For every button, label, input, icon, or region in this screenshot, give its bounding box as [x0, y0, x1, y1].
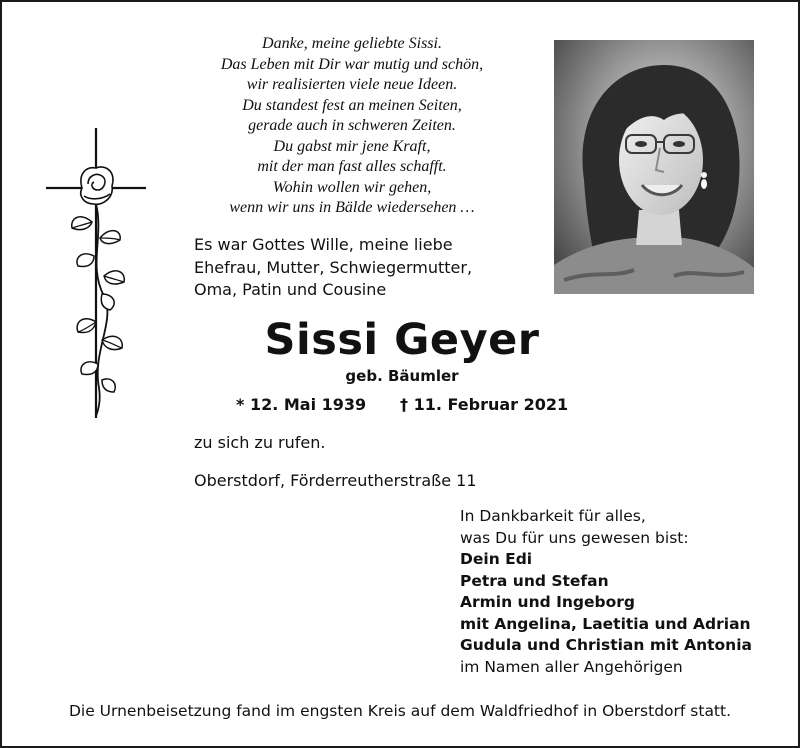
mourner-name: Petra und Stefan: [460, 571, 609, 590]
intro-text: [194, 234, 524, 302]
address: Oberstdorf, Förderreutherstraße 11: [194, 471, 477, 490]
portrait-illustration: [554, 40, 754, 294]
poem-line: Du standest fest an meinen Seiten,: [242, 96, 462, 114]
poem-line: Danke, meine geliebte Sissi.: [262, 35, 442, 52]
cross-with-rose-icon: [44, 126, 148, 420]
intro-line: Es war Gottes Wille, meine liebe: [194, 235, 453, 254]
closing-text: zu sich zu rufen.: [194, 433, 326, 452]
poem-line: Wohin wollen wir gehen,: [272, 178, 432, 196]
poem-line: wenn wir uns in Bälde wiedersehen …: [229, 199, 475, 216]
poem-line: Du gabst mir jene Kraft,: [273, 137, 431, 155]
thanks-line: was Du für uns gewesen bist:: [460, 528, 689, 547]
poem: [182, 34, 522, 219]
poem-line: wir realisierten viele neue Ideen.: [246, 76, 458, 93]
portrait-photo: [554, 40, 754, 294]
maiden-name: geb. Bäumler: [345, 367, 459, 385]
poem-line: Das Leben mit Dir war mutig und schön,: [220, 55, 484, 73]
mourner-name: Dein Edi: [460, 550, 533, 568]
death-date: † 11. Februar 2021: [400, 395, 569, 414]
thanks-closing: im Namen aller Angehörigen: [460, 657, 683, 676]
poem-line: gerade auch in schweren Zeiten.: [248, 117, 456, 134]
poem-line: mit der man fast alles schafft.: [257, 158, 447, 175]
mourners-block: [460, 506, 780, 678]
birth-date: * 12. Mai 1939: [236, 395, 367, 414]
deceased-name: Sissi Geyer: [264, 315, 540, 365]
mourner-name: Armin und Ingeborg: [460, 593, 635, 611]
mourner-name: Gudula und Christian mit Antonia: [460, 636, 752, 654]
intro-line: Oma, Patin und Cousine: [194, 280, 387, 299]
burial-note: Die Urnenbeisetzung fand im engsten Kreis auf dem Waldfriedhof in Oberstdorf statt.: [68, 702, 732, 720]
mourner-name: mit Angelina, Laetitia und Adrian: [460, 614, 751, 633]
intro-line: Ehefrau, Mutter, Schwiegermutter,: [194, 257, 473, 277]
thanks-line: In Dankbarkeit für alles,: [460, 507, 646, 525]
